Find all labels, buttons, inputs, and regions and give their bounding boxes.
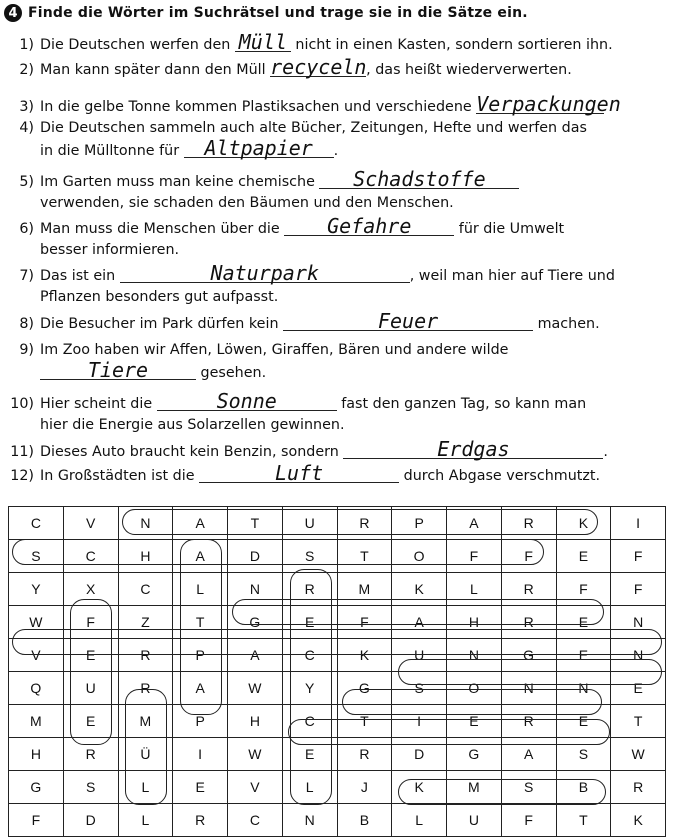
grid-cell: A	[501, 738, 556, 771]
grid-cell: M	[337, 573, 392, 606]
grid-cell: F	[501, 540, 556, 573]
grid-cell: Y	[9, 573, 64, 606]
sentence-text: In Großstädten ist die	[40, 468, 195, 484]
grid-cell: X	[63, 573, 118, 606]
grid-cell: L	[282, 771, 337, 804]
grid-cell: E	[556, 705, 611, 738]
grid-cell: G	[9, 771, 64, 804]
grid-cell: M	[9, 705, 64, 738]
grid-cell: D	[63, 804, 118, 837]
grid-cell: B	[337, 804, 392, 837]
grid-cell: C	[282, 705, 337, 738]
grid-cell: C	[118, 573, 173, 606]
grid-cell: R	[118, 639, 173, 672]
sentence-number: 2)	[19, 62, 34, 78]
grid-cell: W	[611, 738, 666, 771]
grid-cell: N	[501, 672, 556, 705]
grid-cell: S	[9, 540, 64, 573]
answer-field[interactable]: Erdgas	[343, 440, 603, 459]
sentence-number: 8)	[19, 316, 34, 332]
sentence-number: 12)	[10, 468, 34, 484]
grid-cell: G	[228, 606, 283, 639]
sentence-2	[6, 55, 668, 81]
grid-cell: R	[63, 738, 118, 771]
word-search-grid	[8, 506, 666, 828]
grid-cell: A	[228, 639, 283, 672]
grid-cell: L	[392, 804, 447, 837]
sentence-text: verwenden, sie schaden den Bäumen und den Menschen.	[40, 195, 454, 211]
grid-cell: N	[556, 672, 611, 705]
grid-cell: E	[556, 639, 611, 672]
grid-cell: K	[392, 573, 447, 606]
sentence-8	[6, 309, 668, 335]
answer-field[interactable]: recyceln	[270, 55, 367, 79]
sentence-text: In die gelbe Tonne kommen Plastiksachen und verschiedene	[40, 99, 472, 115]
grid-row	[9, 540, 666, 573]
grid-cell: W	[228, 672, 283, 705]
grid-cell: A	[447, 507, 502, 540]
grid-cell: U	[63, 672, 118, 705]
grid-cell: W	[9, 606, 64, 639]
grid-cell: E	[447, 705, 502, 738]
grid-cell: H	[228, 705, 283, 738]
grid-cell: R	[501, 705, 556, 738]
grid-cell: D	[392, 738, 447, 771]
grid-cell: P	[392, 507, 447, 540]
grid-row	[9, 606, 666, 639]
grid-cell: T	[611, 705, 666, 738]
grid-cell: P	[173, 705, 228, 738]
grid-cell: E	[556, 540, 611, 573]
grid-cell: R	[173, 804, 228, 837]
grid-cell: R	[501, 507, 556, 540]
grid-cell: N	[611, 606, 666, 639]
grid-cell: N	[282, 804, 337, 837]
sentence-number: 5)	[19, 174, 34, 190]
grid-cell: R	[282, 573, 337, 606]
task-header	[4, 4, 528, 22]
answer-field[interactable]: Altpapier	[184, 139, 334, 158]
grid-cell: H	[9, 738, 64, 771]
sentence-5	[6, 167, 668, 214]
sentence-text: in die Mülltonne für	[40, 143, 180, 159]
grid-cell: Ü	[118, 738, 173, 771]
grid-cell: S	[282, 540, 337, 573]
sentence-text: , das heißt wiederverwerten.	[366, 62, 572, 78]
sentence-number: 9)	[19, 342, 34, 358]
grid-cell: S	[501, 771, 556, 804]
grid-cell: T	[337, 705, 392, 738]
grid-row	[9, 705, 666, 738]
grid-row	[9, 738, 666, 771]
grid-cell: G	[337, 672, 392, 705]
grid-cell: R	[337, 738, 392, 771]
grid-cell: G	[447, 738, 502, 771]
grid-row	[9, 804, 666, 837]
grid-cell: A	[173, 540, 228, 573]
grid-row	[9, 771, 666, 804]
sentence-text: Hier scheint die	[40, 396, 153, 412]
grid-cell: V	[228, 771, 283, 804]
grid-cell: K	[556, 507, 611, 540]
sentence-11	[6, 437, 668, 463]
grid-cell: R	[337, 507, 392, 540]
grid-cell: F	[9, 804, 64, 837]
grid-cell: L	[173, 573, 228, 606]
grid-cell: L	[447, 573, 502, 606]
sentence-text: hier die Energie aus Solarzellen gewinnen.	[40, 417, 345, 433]
grid-cell: U	[392, 639, 447, 672]
sentence-text: Man kann später dann den Müll	[40, 62, 266, 78]
grid-cell: F	[556, 573, 611, 606]
sentence-text: Die Deutschen werfen den	[40, 37, 231, 53]
grid-cell: S	[556, 738, 611, 771]
grid-cell: C	[282, 639, 337, 672]
sentence-number: 3)	[19, 99, 34, 115]
sentence-9	[6, 340, 668, 384]
sentence-number: 7)	[19, 268, 34, 284]
grid-cell: N	[611, 639, 666, 672]
grid-cell: B	[556, 771, 611, 804]
sentence-text: .	[333, 143, 339, 159]
sentence-text: .	[603, 444, 608, 460]
grid-cell: R	[118, 672, 173, 705]
grid-cell: L	[118, 771, 173, 804]
grid-cell: Q	[9, 672, 64, 705]
sentence-4	[6, 118, 668, 162]
grid-cell: E	[173, 771, 228, 804]
grid-cell: T	[228, 507, 283, 540]
sentence-text: Im Garten muss man keine chemische	[40, 174, 315, 190]
answer-field[interactable]: Verpackungen	[476, 92, 621, 116]
sentence-7	[6, 261, 668, 308]
grid-cell: E	[63, 705, 118, 738]
grid-cell: H	[447, 606, 502, 639]
grid-cell: V	[9, 639, 64, 672]
grid-cell: O	[447, 672, 502, 705]
sentence-text: gesehen.	[200, 365, 267, 381]
grid-cell: E	[611, 672, 666, 705]
sentence-text: Die Deutschen sammeln auch alte Bücher, Zeitungen, Hefte und werfen das	[40, 120, 587, 136]
sentence-text: durch Abgase verschmutzt.	[403, 468, 601, 484]
sentence-text: Im Zoo haben wir Affen, Löwen, Giraffen, Bären und andere wilde	[40, 342, 509, 358]
grid-cell: E	[556, 606, 611, 639]
grid-cell: I	[392, 705, 447, 738]
answer-field[interactable]: Schadstoffe	[319, 170, 519, 189]
grid-cell: I	[173, 738, 228, 771]
sentence-text: machen.	[537, 316, 600, 332]
grid-row	[9, 507, 666, 540]
answer-field[interactable]: Naturpark	[120, 264, 410, 283]
answer-field[interactable]: Feuer	[283, 312, 533, 331]
sentence-text: für die Umwelt	[458, 221, 565, 237]
sentence-1	[6, 30, 668, 56]
grid-cell: L	[118, 804, 173, 837]
sentence-number: 4)	[19, 120, 34, 136]
grid-cell: R	[501, 573, 556, 606]
sentence-text: Die Besucher im Park dürfen kein	[40, 316, 279, 332]
sentence-number: 10)	[10, 396, 34, 412]
answer-field[interactable]: Müll	[235, 33, 291, 52]
task-instruction: Finde die Wörter im Suchrätsel und trage sie in die Sätze ein.	[28, 5, 528, 21]
grid-cell: M	[118, 705, 173, 738]
grid-cell: I	[611, 507, 666, 540]
sentence-text: Dieses Auto braucht kein Benzin, sondern	[40, 444, 339, 460]
sentence-6	[6, 214, 668, 261]
grid-cell: F	[337, 606, 392, 639]
sentence-text: , weil man hier auf Tiere und	[409, 268, 615, 284]
grid-cell: J	[337, 771, 392, 804]
grid-cell: R	[501, 606, 556, 639]
sentence-text: Man muss die Menschen über die	[40, 221, 280, 237]
grid-row	[9, 672, 666, 705]
grid-cell: P	[173, 639, 228, 672]
sentence-text: besser informieren.	[40, 242, 180, 258]
grid-cell: S	[63, 771, 118, 804]
grid-cell: F	[611, 573, 666, 606]
grid-cell: C	[9, 507, 64, 540]
grid-cell: K	[392, 771, 447, 804]
grid-cell: N	[447, 639, 502, 672]
grid-cell: U	[282, 507, 337, 540]
grid-cell: E	[63, 639, 118, 672]
grid-row	[9, 573, 666, 606]
sentence-text: fast den ganzen Tag, so kann man	[341, 396, 587, 412]
answer-field[interactable]: Sonne	[157, 392, 337, 411]
grid-cell: O	[392, 540, 447, 573]
grid-cell: F	[447, 540, 502, 573]
answer-field[interactable]: Gefahre	[284, 217, 454, 236]
grid-cell: W	[228, 738, 283, 771]
grid-cell: N	[118, 507, 173, 540]
sentence-number: 11)	[10, 444, 34, 460]
grid-cell: Y	[282, 672, 337, 705]
grid-cell: K	[337, 639, 392, 672]
sentence-text: nicht in einen Kasten, sondern sortieren ihn.	[295, 37, 613, 53]
grid-cell: M	[447, 771, 502, 804]
grid-cell: T	[173, 606, 228, 639]
sentence-number: 1)	[19, 37, 34, 53]
answer-field[interactable]: Tiere	[40, 361, 196, 380]
grid-cell: C	[228, 804, 283, 837]
grid-row	[9, 639, 666, 672]
sentence-3	[6, 92, 668, 118]
sentence-text: Das ist ein	[40, 268, 116, 284]
grid-cell: G	[501, 639, 556, 672]
grid-cell: D	[228, 540, 283, 573]
sentence-number: 6)	[19, 221, 34, 237]
grid-cell: T	[337, 540, 392, 573]
grid-cell: K	[611, 804, 666, 837]
grid-cell: F	[501, 804, 556, 837]
task-number-badge: 4	[4, 4, 22, 22]
grid-cell: H	[118, 540, 173, 573]
sentence-10	[6, 389, 668, 436]
grid-cell: V	[63, 507, 118, 540]
sentence-12	[6, 461, 668, 487]
answer-field[interactable]: Luft	[199, 464, 399, 483]
grid-cell: R	[611, 771, 666, 804]
grid-cell: A	[173, 507, 228, 540]
grid-cell: N	[228, 573, 283, 606]
grid-cell: U	[447, 804, 502, 837]
grid-cell: F	[63, 606, 118, 639]
sentence-text: Pflanzen besonders gut aufpasst.	[40, 289, 279, 305]
grid-cell: A	[392, 606, 447, 639]
grid-cell: E	[282, 738, 337, 771]
grid-cell: E	[282, 606, 337, 639]
grid-cell: F	[611, 540, 666, 573]
word-search-table	[8, 506, 666, 837]
grid-cell: Z	[118, 606, 173, 639]
grid-cell: A	[173, 672, 228, 705]
grid-cell: C	[63, 540, 118, 573]
grid-cell: T	[556, 804, 611, 837]
grid-cell: S	[392, 672, 447, 705]
